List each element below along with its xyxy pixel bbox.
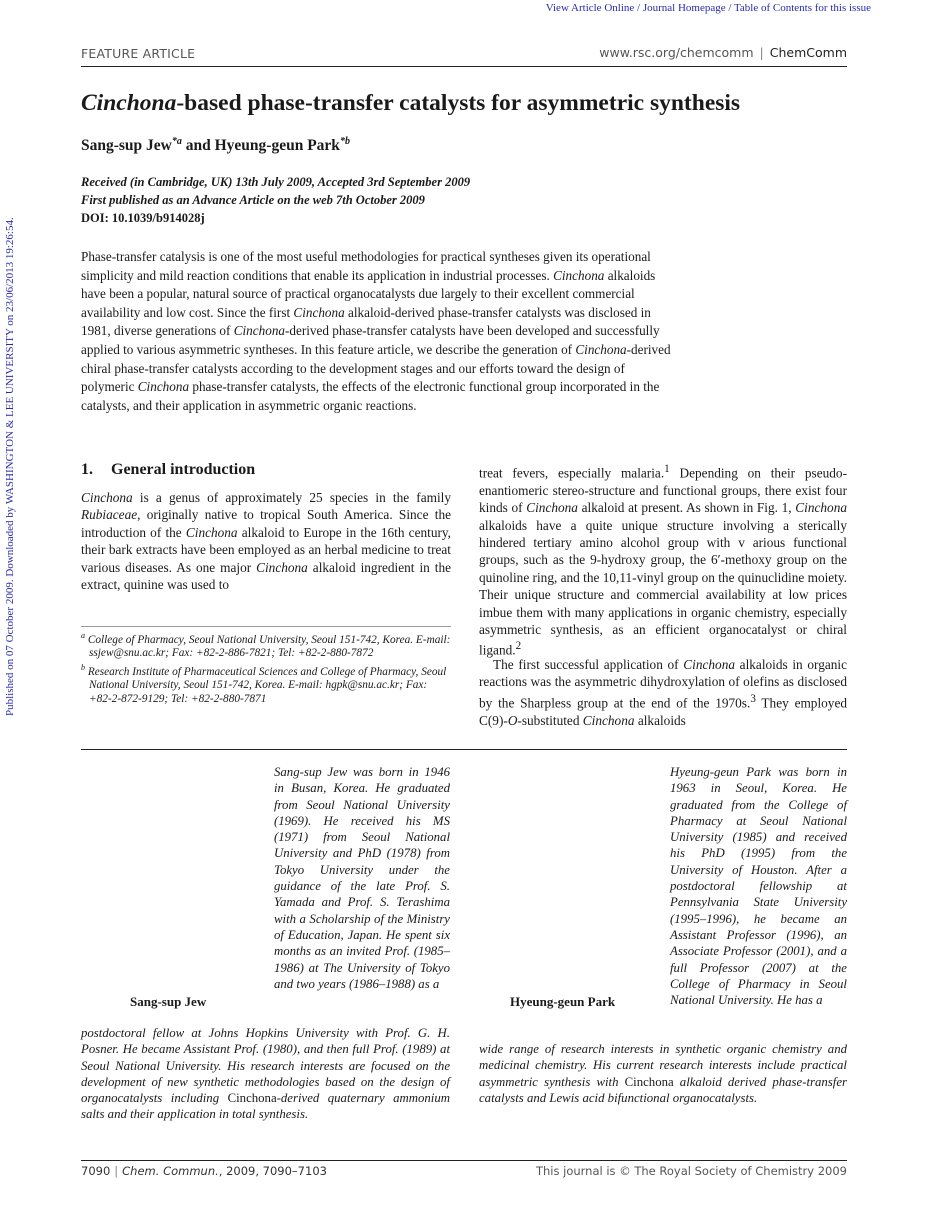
affiliation-footnotes: [81, 629, 451, 707]
bio-text-jew-bottom: [81, 1025, 450, 1123]
journal-homepage-link[interactable]: Journal Homepage: [642, 2, 726, 14]
page-footer: [81, 1160, 847, 1178]
abstract-text: -derived chiral phase-transfer catalysts according to the development stages and our efforts toward the design of polymeric: [81, 341, 671, 395]
author-line: [81, 136, 350, 155]
footnote-b: [81, 661, 451, 707]
abstract-italic: Cinchona: [575, 341, 627, 357]
citation-detail: , 2009, 7090–7103: [218, 1164, 327, 1178]
reference-link[interactable]: 3: [750, 692, 756, 705]
author-park: Hyeung-geun Park: [214, 137, 340, 155]
abstract-italic: Cinchona: [233, 323, 286, 339]
italic-term: O: [507, 712, 518, 728]
publication-history: [81, 173, 470, 227]
italic-term: Cinchona: [256, 559, 308, 575]
download-watermark: [4, 186, 20, 716]
journal-abbrev: Chem. Commun.: [122, 1164, 219, 1178]
abstract-text: alkaloids have been a popular, natural source of practical organocatalysts due largely to their excellent commercial availability and low cost. Since the first: [81, 267, 656, 320]
author-and: and: [181, 137, 215, 155]
abstract-italic: Cinchona: [137, 379, 190, 395]
italic-term: Cinchona: [683, 657, 735, 672]
bio-text: wide range of research interests in synthetic organic chemistry and medicinal chemistry. His current research interests include practical asymmetric synthesis with: [479, 1042, 847, 1089]
received-line: Received (in Cambridge, UK) 13th July 2009, Accepted 3rd September 2009: [81, 175, 471, 189]
footnote-text: College of Pharmacy, Seoul National University, Seoul 151-742, Korea. E-mail: ssjew@snu.ac.kr; Fax: +82-2-886-7821; Tel: +82-2-880-7872: [85, 633, 451, 660]
view-article-online-link[interactable]: View Article Online: [545, 2, 635, 14]
footnote-text: Research Institute of Pharmaceutical Sciences and College of Pharmacy, Seoul National University, Seoul 151-742, Korea. E-mail: hgpk@snu.ac.kr; Fax: +82-2-872-9129; Tel: +82-2-880-7871: [85, 665, 447, 705]
body-text: Depending on their pseudo-enantiomeric stereo-structure and functional groups, there exist four kinds of: [479, 465, 847, 516]
journal-header: [599, 45, 847, 60]
section-number: 1.: [81, 461, 93, 478]
intro-paragraph-right-1: [479, 461, 847, 659]
body-text: alkaloids have a quite unique structure involving a sterically hindered tertiary amino alcohol group with v arious functional groups, such as the 9-hydroxy group, the 6′-methoxy group on the quinoline ring, and the 10,11-vinyl group on the quinuclidine moiety. Their unique structure and commercial availability at low prices imbue them with many applications in organic chemistry, especially asymmetric synthesis, as an efficient organocatalyst or chiral ligand.: [479, 517, 847, 658]
doi[interactable]: DOI: 10.1039/b914028j: [81, 211, 205, 225]
author-mark: *a: [171, 136, 182, 147]
italic-term: Cinchona: [526, 500, 578, 516]
body-text: , originally native to tropical South America. Since the introduction of the: [81, 507, 451, 540]
author-photo-park: [479, 764, 659, 989]
title-italic: Cinchona: [81, 90, 177, 116]
italic-term: Cinchona: [795, 500, 847, 516]
author-jew: Sang-sup Jew: [81, 137, 172, 155]
body-text: They employed C(9)-: [479, 695, 848, 728]
italic-term: Rubiaceae: [81, 507, 138, 523]
abstract-text: phase-transfer catalysts, the effects of the electronic functional group incorporated in the catalysts, and their application in asymmetric organic reactions.: [81, 379, 660, 413]
body-text: The first successful application of: [493, 657, 684, 672]
reference-link[interactable]: 2: [515, 640, 522, 653]
section-heading: [81, 461, 255, 479]
top-links-bar: [546, 2, 871, 14]
bio-divider: [81, 749, 847, 750]
body-text: alkaloid ingredient in the extract, quinine was used to: [81, 559, 452, 593]
bio-caption-jew: Sang-sup Jew: [130, 994, 207, 1009]
bio-roman-term: Cinchona: [624, 1074, 674, 1089]
bio-text: -derived quaternary ammonium salts and their application in total synthesis.: [81, 1091, 450, 1122]
article-title: [81, 90, 740, 117]
table-of-contents-link[interactable]: Table of Contents for this issue: [733, 2, 871, 14]
bio-caption-park: Hyeung-geun Park: [510, 994, 616, 1009]
copyright-notice: This journal is © The Royal Society of Chemistry 2009: [535, 1164, 847, 1178]
italic-term: Cinchona: [185, 524, 238, 540]
author-mark: *b: [339, 136, 350, 147]
header-divider: |: [759, 45, 764, 60]
italic-term: Cinchona: [81, 490, 133, 505]
journal-name: ChemComm: [769, 45, 847, 60]
link-separator: /: [725, 2, 734, 14]
body-text: -substituted: [517, 712, 583, 728]
intro-paragraph-left: [81, 489, 451, 593]
abstract: [81, 248, 681, 415]
section-label: FEATURE ARTICLE: [81, 46, 196, 61]
body-text: alkaloids: [634, 712, 686, 728]
journal-url[interactable]: www.rsc.org/chemcomm: [599, 45, 754, 60]
published-line: First published as an Advance Article on the web 7th October 2009: [81, 193, 425, 207]
footnote-a: [81, 629, 451, 661]
bio-text: alkaloid derived phase-transfer catalysts and Lewis acid bifunctional organocatalysts.: [479, 1074, 847, 1105]
body-text: alkaloid to Europe in the 16th century, their bark extracts have been employed as an herbal medicine to treat various diseases. As one major: [81, 524, 451, 575]
footnote-divider: [81, 626, 451, 627]
italic-term: Cinchona: [582, 712, 635, 728]
bio-text: postdoctoral fellow at Johns Hopkins University with Prof. G. H. Posner. He became Assistant Prof. (1980), and then full Prof. (1989) at Seoul National University. His research interests are focused on the development of new synthetic methodologies based on the design of organocatalysts including: [81, 1026, 450, 1106]
body-text: alkaloid at present. As shown in Fig. 1,: [577, 500, 796, 516]
section-title: General introduction: [111, 461, 256, 478]
body-text: alkaloids in organic reactions was the asymmetric dihydroxylation of olefins as disclosed by the Sharpless group at the end of the 1970s.: [479, 657, 848, 711]
author-photo-jew: [81, 764, 261, 989]
footer-citation: [81, 1164, 327, 1178]
abstract-italic: Cinchona: [553, 267, 605, 283]
abstract-text: Phase-transfer catalysis is one of the most useful methodologies for practical syntheses given its operational simplicity and mild reaction conditions that enable its application in industrial processes.: [81, 249, 651, 283]
intro-paragraph-right-2: [479, 656, 847, 729]
reference-link[interactable]: 1: [664, 463, 670, 475]
bio-text-jew-top: Sang-sup Jew was born in 1946 in Busan, Korea. He graduated from Seoul National University (1969). He received his MS (1971) from Seoul National University and PhD (1978) from Tokyo University under the guidance of the late Prof. S. Yamada and Prof. S. Terashima with a Scholarship of the Ministry of Education, Japan. He spent six months as an invited Prof. (1985–1986) at The University of Tokyo and two years (1986–1988) as a: [274, 765, 450, 991]
footnote-mark: b: [81, 662, 85, 672]
body-text: is a genus of approximately 25 species in the family: [132, 490, 451, 505]
download-watermark-text: Published on 07 October 2009. Downloaded by WASHINGTON & LEE UNIVERSITY on 23/06/2013 19:26:54.: [4, 217, 16, 716]
body-text: treat fevers, especially malaria.: [479, 465, 665, 481]
abstract-text: -derived phase-transfer catalysts have been developed and successfully applied to various asymmetric syntheses. In this feature article, we describe the generation of: [81, 323, 660, 357]
bio-roman-term: Cinchona: [227, 1091, 277, 1106]
bio-text-park-top: Hyeung-geun Park was born in 1963 in Seoul, Korea. He graduated from the College of Pharmacy at Seoul National University (1985) and received his PhD (1995) from the University of Houston. After a postdoctoral fellowship at Pennsylvania State University (1995–1996), he became an Assistant Professor (1996), an Associate Professor (2001), and a full Professor (2007) at the College of Pharmacy in Seoul National University. He has a: [670, 765, 847, 1008]
title-rest: -based phase-transfer catalysts for asymmetric synthesis: [176, 90, 741, 116]
page-header: [81, 44, 847, 67]
page-number: 7090: [81, 1164, 111, 1178]
footer-divider: |: [114, 1164, 119, 1178]
footnote-mark: a: [81, 631, 85, 640]
link-separator: /: [634, 2, 643, 14]
abstract-italic: Cinchona: [293, 304, 345, 320]
bio-text-park-bottom: [479, 1041, 847, 1106]
abstract-text: alkaloid-derived phase-transfer catalysts was disclosed in 1981, diverse generations of: [81, 304, 651, 339]
